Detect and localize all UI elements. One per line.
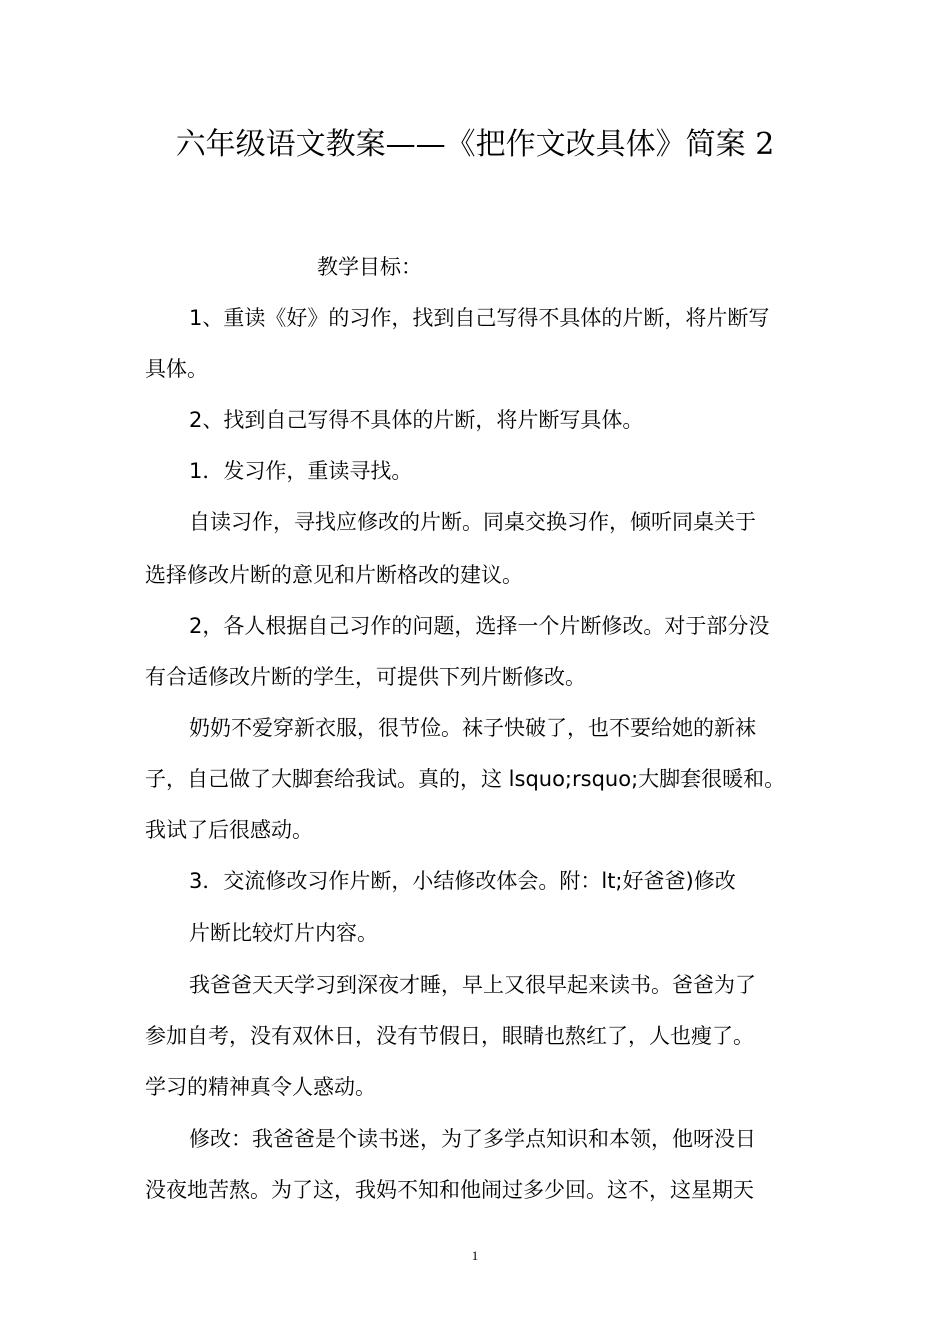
paragraph-line: 没夜地苦熬。为了这，我妈不知和他闹过多少回。这不，这星期天 <box>145 1178 754 1202</box>
paragraph-line: 参加自考，没有双休日，没有节假日，眼睛也熬红了，人也瘦了。 <box>145 1024 754 1048</box>
paragraph-line: 选择修改片断的意见和片断格改的建议。 <box>145 563 523 587</box>
teaching-objectives-heading: 教学目标： <box>317 255 422 279</box>
page-number: 1 <box>471 1248 479 1263</box>
paragraph-line: 片断比较灯片内容。 <box>189 921 378 945</box>
paragraph-line: 有合适修改片断的学生，可提供下列片断修改。 <box>145 665 586 689</box>
paragraph-line: 3．交流修改习作片断，小结修改体会。附：lt;好爸爸)修改 <box>189 869 736 893</box>
paragraph-line: 2，各人根据自己习作的问题，选择一个片断修改。对于部分没 <box>189 614 770 638</box>
paragraph-line: 2、找到自己写得不具体的片断，将片断写具体。 <box>189 408 644 432</box>
paragraph-line: 我试了后很感动。 <box>145 818 313 842</box>
paragraph-line: 自读习作，寻找应修改的片断。同桌交换习作，倾听同桌关于 <box>189 510 756 534</box>
paragraph-line: 具体。 <box>145 357 208 381</box>
document-title: 六年级语文教案——《把作文改具体》简案 2 <box>175 127 775 162</box>
paragraph-line: 1．发习作，重读寻找。 <box>189 459 413 483</box>
paragraph-line: 我爸爸天天学习到深夜才睡，早上又很早起来读书。爸爸为了 <box>189 973 756 997</box>
paragraph-line: 1、重读《好》的习作，找到自己写得不具体的片断，将片断写 <box>189 306 770 330</box>
paragraph-line: 学习的精神真令人惑动。 <box>145 1075 376 1099</box>
paragraph-line: 子，自己做了大脚套给我试。真的，这 lsquo;rsquo;大脚套很暖和。 <box>145 767 786 791</box>
paragraph-line: 奶奶不爱穿新衣服，很节俭。袜子快破了，也不要给她的新袜 <box>189 716 756 740</box>
paragraph-line: 修改：我爸爸是个读书迷，为了多学点知识和本领，他呀没日 <box>189 1127 756 1151</box>
